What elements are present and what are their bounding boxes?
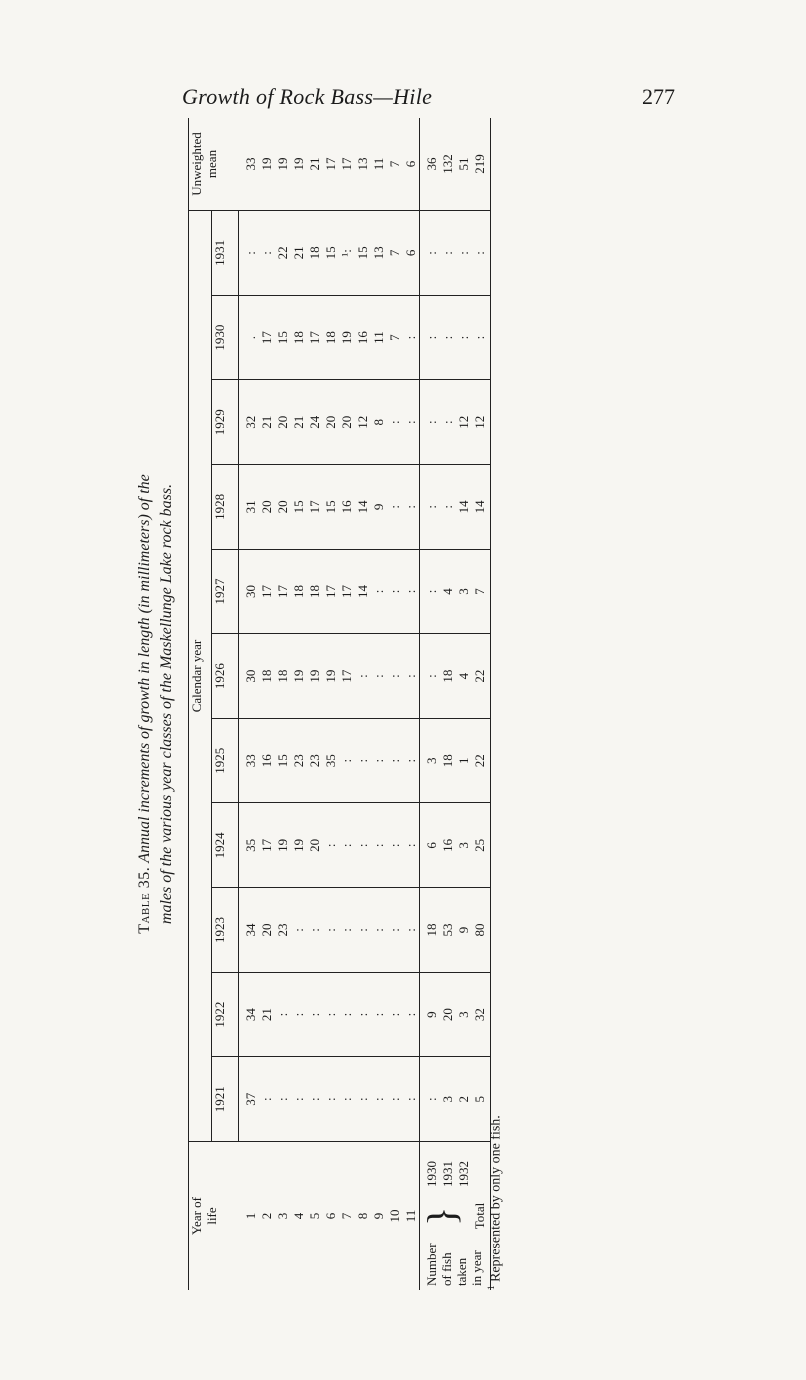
- table-cell: 19: [275, 803, 291, 888]
- table-cell: :: [420, 295, 441, 380]
- table-cell: :: [387, 634, 403, 719]
- table-cell: 3: [456, 972, 472, 1057]
- table-cell: :: [259, 251, 274, 255]
- table-cell: 7: [472, 549, 491, 634]
- table-cell: :: [420, 549, 441, 634]
- table-cell: 7: [387, 295, 403, 380]
- table-cell: :: [440, 251, 455, 255]
- table-cell: :: [355, 718, 371, 803]
- table-cell: 17: [307, 465, 323, 550]
- table-cell: :: [323, 803, 339, 888]
- mean-cell: 36: [420, 118, 441, 211]
- table-cell: :: [371, 803, 387, 888]
- table-cell: 2: [456, 1057, 472, 1142]
- table-cell: 18: [420, 888, 441, 973]
- footnote-text: Represented by only one fish.: [488, 1115, 504, 1282]
- table-cell: 19: [339, 295, 355, 380]
- table-cell: .: [239, 295, 260, 380]
- calendar-year-header: Calendar year: [189, 211, 212, 1142]
- table-cell: 20: [275, 380, 291, 465]
- table-cell: 3: [420, 718, 441, 803]
- year-of-life-label: 7: [339, 1142, 355, 1291]
- table-row: [291, 118, 307, 1290]
- table-cell: :: [420, 465, 441, 550]
- year-column-header: 1926: [212, 634, 239, 719]
- table-cell: :: [243, 251, 258, 255]
- catch-year-label: 1931: [440, 1161, 455, 1187]
- table-cell: 5: [472, 1057, 491, 1142]
- mean-header-line2: mean: [204, 149, 219, 179]
- table-cell: 19: [323, 634, 339, 719]
- table-cell: :: [387, 803, 403, 888]
- mean-cell: 11: [371, 118, 387, 211]
- table-cell: :: [275, 1057, 291, 1142]
- page-number: 277: [642, 84, 675, 109]
- caption-title-line2: males of the various year classes of the Maskellunge Lake rock bass.: [158, 483, 175, 925]
- table-cell: :: [387, 888, 403, 973]
- table-cell: :: [339, 1057, 355, 1142]
- table-row: [440, 118, 456, 1290]
- table-cell: 19: [291, 634, 307, 719]
- table-cell: 18: [440, 634, 456, 719]
- table-cell: :: [387, 380, 403, 465]
- table-cell: 8: [371, 380, 387, 465]
- table-cell: :: [403, 295, 420, 380]
- year-column-header: 1925: [212, 718, 239, 803]
- table-cell: :: [339, 803, 355, 888]
- table-cell: :: [440, 465, 456, 550]
- mean-cell: 219: [472, 118, 491, 211]
- table-cell: :: [291, 1057, 307, 1142]
- table-cell: 15: [355, 246, 370, 260]
- table-cell: 9: [456, 888, 472, 973]
- table-cell: 33: [239, 718, 260, 803]
- year-column-header: 1921: [212, 1057, 239, 1142]
- number-taken-group-label: [424, 1243, 484, 1286]
- table-cell: 20: [259, 465, 275, 550]
- table-row: [339, 118, 355, 1290]
- table-cell: :: [440, 295, 456, 380]
- table-cell: 35: [239, 803, 260, 888]
- table-cell: 12: [472, 380, 491, 465]
- year-of-life-label: 9: [371, 1142, 387, 1291]
- table-cell: :: [387, 465, 403, 550]
- table-cell: :: [355, 803, 371, 888]
- table-cell: 15: [291, 465, 307, 550]
- table-cell: 22: [472, 634, 491, 719]
- table-cell: 20: [307, 803, 323, 888]
- table-cell: 20: [440, 972, 456, 1057]
- table-cell: :: [323, 888, 339, 973]
- table-row: [307, 118, 323, 1290]
- table-cell: 16: [259, 718, 275, 803]
- table-row: [323, 118, 339, 1290]
- group-label-line: taken: [454, 1257, 469, 1286]
- table-cell: :: [371, 718, 387, 803]
- table-cell: :: [403, 549, 420, 634]
- table-cell: :: [307, 1057, 323, 1142]
- table-cell: :: [371, 549, 387, 634]
- table-cell: 22: [275, 246, 290, 260]
- table-cell: :: [387, 549, 403, 634]
- table-cell: 14: [355, 465, 371, 550]
- table-cell: :: [323, 1057, 339, 1142]
- mean-cell: 7: [387, 118, 403, 211]
- table-cell: 37: [239, 1057, 260, 1142]
- table-cell: 17: [275, 549, 291, 634]
- table-cell: 14: [472, 465, 491, 550]
- mean-cell: 13: [355, 118, 371, 211]
- table-cell: 9: [371, 465, 387, 550]
- table-cell: :: [371, 888, 387, 973]
- table-cell: 17: [259, 295, 275, 380]
- group-label-line: in year: [469, 1250, 484, 1286]
- year-of-life-label: 11: [403, 1142, 420, 1291]
- caption-title-line1: Annual increments of growth in length (in millimeters) of the: [136, 474, 153, 863]
- stub-header: [189, 1142, 239, 1291]
- table-cell: 22: [472, 718, 491, 803]
- table-cell: :: [355, 634, 371, 719]
- table-row: [275, 118, 291, 1290]
- table-cell: 24: [307, 380, 323, 465]
- table-row: [387, 118, 403, 1290]
- table-row: [456, 118, 472, 1290]
- catch-year-label: 1930: [424, 1161, 439, 1187]
- table-cell: 32: [472, 972, 491, 1057]
- table-cell: 18: [259, 634, 275, 719]
- year-column-header: 1929: [212, 380, 239, 465]
- table-cell: :: [403, 380, 420, 465]
- table-cell: 21: [291, 380, 307, 465]
- table-cell: :: [403, 718, 420, 803]
- year-of-life-label: 6: [323, 1142, 339, 1291]
- table-cell: :: [420, 1057, 441, 1142]
- table-cell: :: [371, 634, 387, 719]
- mean-cell: 17: [339, 118, 355, 211]
- table-cell: 15: [323, 465, 339, 550]
- table-cell: :: [371, 972, 387, 1057]
- footnote-marker: 1: [486, 1285, 496, 1290]
- year-of-life-label: 8: [355, 1142, 371, 1291]
- year-of-life-label: 1: [239, 1142, 260, 1291]
- table-caption: [134, 118, 184, 1290]
- table-cell: :: [339, 888, 355, 973]
- table-row: [259, 118, 275, 1290]
- mean-cell: 21: [307, 118, 323, 211]
- table-cell: 23: [291, 718, 307, 803]
- mean-cell: 17: [323, 118, 339, 211]
- table-cell: :: [355, 1057, 371, 1142]
- table-cell: 18: [440, 718, 456, 803]
- table-cell: 11: [371, 295, 387, 380]
- mean-cell: 33: [239, 118, 260, 211]
- mean-header-line1: Unweighted: [189, 132, 204, 196]
- table-cell: 17: [339, 549, 355, 634]
- mean-cell: 132: [440, 118, 456, 211]
- table-cell: :: [387, 718, 403, 803]
- table-cell: 16: [355, 295, 371, 380]
- brace-glyph: }: [419, 1206, 464, 1226]
- table-cell: 16: [339, 465, 355, 550]
- table-cell: :: [371, 1057, 387, 1142]
- table-cell: :: [323, 972, 339, 1057]
- table-cell: 3: [440, 1057, 456, 1142]
- table-cell: :: [420, 634, 441, 719]
- table-cell: :: [355, 888, 371, 973]
- table-cell: :: [456, 295, 472, 380]
- mean-cell: 51: [456, 118, 472, 211]
- table-cell: :: [307, 972, 323, 1057]
- year-column-header: 1931: [212, 211, 239, 296]
- table-cell: :: [339, 718, 355, 803]
- table-cell: 30: [239, 634, 260, 719]
- table-cell: :: [387, 1057, 403, 1142]
- year-column-header: 1924: [212, 803, 239, 888]
- year-column-header: 1927: [212, 549, 239, 634]
- table-cell: 3: [456, 803, 472, 888]
- table-cell: 6: [420, 803, 441, 888]
- catch-year-label: 1932: [456, 1161, 471, 1187]
- year-header-row: [212, 118, 239, 1290]
- table-cell: :: [355, 972, 371, 1057]
- table-cell: :: [403, 803, 420, 888]
- table-cell: :: [339, 972, 355, 1057]
- table-cell: 20: [323, 380, 339, 465]
- table-cell: 34: [239, 888, 260, 973]
- table-cell: :: [403, 972, 420, 1057]
- table-label: Table 35.: [136, 866, 153, 934]
- table-cell: 17: [307, 295, 323, 380]
- year-column-header: 1928: [212, 465, 239, 550]
- group-label-line: Number: [424, 1243, 439, 1286]
- table-cell: :: [275, 972, 291, 1057]
- table-cell: :: [403, 634, 420, 719]
- year-column-header: 1922: [212, 972, 239, 1057]
- table-row: [371, 118, 387, 1290]
- mean-cell: 19: [291, 118, 307, 211]
- year-column-header: 1930: [212, 295, 239, 380]
- table-cell: 21: [259, 380, 275, 465]
- table-cell: 14: [355, 549, 371, 634]
- year-of-life-label: 10: [387, 1142, 403, 1291]
- table-cell: 19: [291, 803, 307, 888]
- table-cell: 32: [239, 380, 260, 465]
- table-cell: 18: [291, 295, 307, 380]
- table-cell: 23: [275, 888, 291, 973]
- table-row: [239, 118, 260, 1290]
- table-cell: 17: [323, 549, 339, 634]
- table-cell: :: [387, 972, 403, 1057]
- mean-cell: 6: [403, 118, 420, 211]
- table-cell: 17: [259, 549, 275, 634]
- stub-header-line1: Year of: [189, 1196, 204, 1236]
- table-cell: 18: [275, 634, 291, 719]
- group-label-line: of fish: [439, 1252, 454, 1286]
- rotated-table-block: [134, 118, 520, 1290]
- table-cell: 13: [371, 246, 386, 260]
- table-cell: :: [420, 380, 441, 465]
- table-cell: :: [420, 211, 441, 296]
- table-cell: 21: [291, 246, 306, 260]
- year-column-header: 1923: [212, 888, 239, 973]
- table-row: [420, 118, 441, 1290]
- year-of-life-label: 4: [291, 1142, 307, 1291]
- year-of-life-label: 2: [259, 1142, 275, 1291]
- table-cell: :: [403, 888, 420, 973]
- table-cell: 15: [323, 246, 338, 260]
- table-cell: 18: [323, 295, 339, 380]
- running-head: Growth of Rock Bass—Hile: [182, 84, 433, 109]
- table-cell: ¹:: [339, 249, 354, 257]
- table-cell: 35: [323, 718, 339, 803]
- mean-cell: 19: [259, 118, 275, 211]
- table-cell: 14: [456, 465, 472, 550]
- table-cell: :: [472, 295, 491, 380]
- table-cell: 20: [275, 465, 291, 550]
- year-of-life-label: 3: [275, 1142, 291, 1291]
- table-cell: 18: [291, 549, 307, 634]
- table-cell: 34: [239, 972, 260, 1057]
- table-cell: 7: [387, 249, 402, 257]
- table-cell: 53: [440, 888, 456, 973]
- footnote: [486, 118, 505, 1290]
- table-row: [403, 118, 420, 1290]
- table-cell: :: [440, 380, 456, 465]
- table-cell: 4: [440, 549, 456, 634]
- table-cell: 25: [472, 803, 491, 888]
- table-cell: 18: [307, 246, 322, 260]
- table-cell: :: [259, 1057, 275, 1142]
- table-cell: :: [472, 211, 491, 296]
- table-cell: 15: [275, 295, 291, 380]
- table-cell: 15: [275, 718, 291, 803]
- table-cell: 3: [456, 549, 472, 634]
- table-cell: :: [403, 465, 420, 550]
- table-cell: 18: [307, 549, 323, 634]
- table-cell: 12: [355, 380, 371, 465]
- table-cell: 4: [456, 634, 472, 719]
- table-cell: 30: [239, 549, 260, 634]
- table-row: [355, 118, 371, 1290]
- stub-header-line2: life: [204, 1207, 219, 1225]
- mean-header: [189, 118, 239, 211]
- table-cell: 31: [239, 465, 260, 550]
- table-cell: 1: [456, 718, 472, 803]
- table-cell: 16: [440, 803, 456, 888]
- table-cell: 20: [259, 888, 275, 973]
- table-cell: 19: [307, 634, 323, 719]
- growth-table: [188, 118, 491, 1290]
- table-cell: 17: [259, 803, 275, 888]
- table-cell: :: [456, 251, 471, 255]
- year-of-life-label: 5: [307, 1142, 323, 1291]
- table-cell: 80: [472, 888, 491, 973]
- total-label: Total: [472, 1142, 491, 1291]
- table-cell: 12: [456, 380, 472, 465]
- table-cell: :: [291, 888, 307, 973]
- table-cell: 6: [403, 249, 418, 257]
- table-cell: 9: [420, 972, 441, 1057]
- table-cell: 20: [339, 380, 355, 465]
- table-cell: :: [403, 1057, 420, 1142]
- table-cell: 17: [339, 634, 355, 719]
- mean-cell: 19: [275, 118, 291, 211]
- table-cell: :: [307, 888, 323, 973]
- table-cell: :: [291, 972, 307, 1057]
- table-cell: 23: [307, 718, 323, 803]
- table-cell: 21: [259, 972, 275, 1057]
